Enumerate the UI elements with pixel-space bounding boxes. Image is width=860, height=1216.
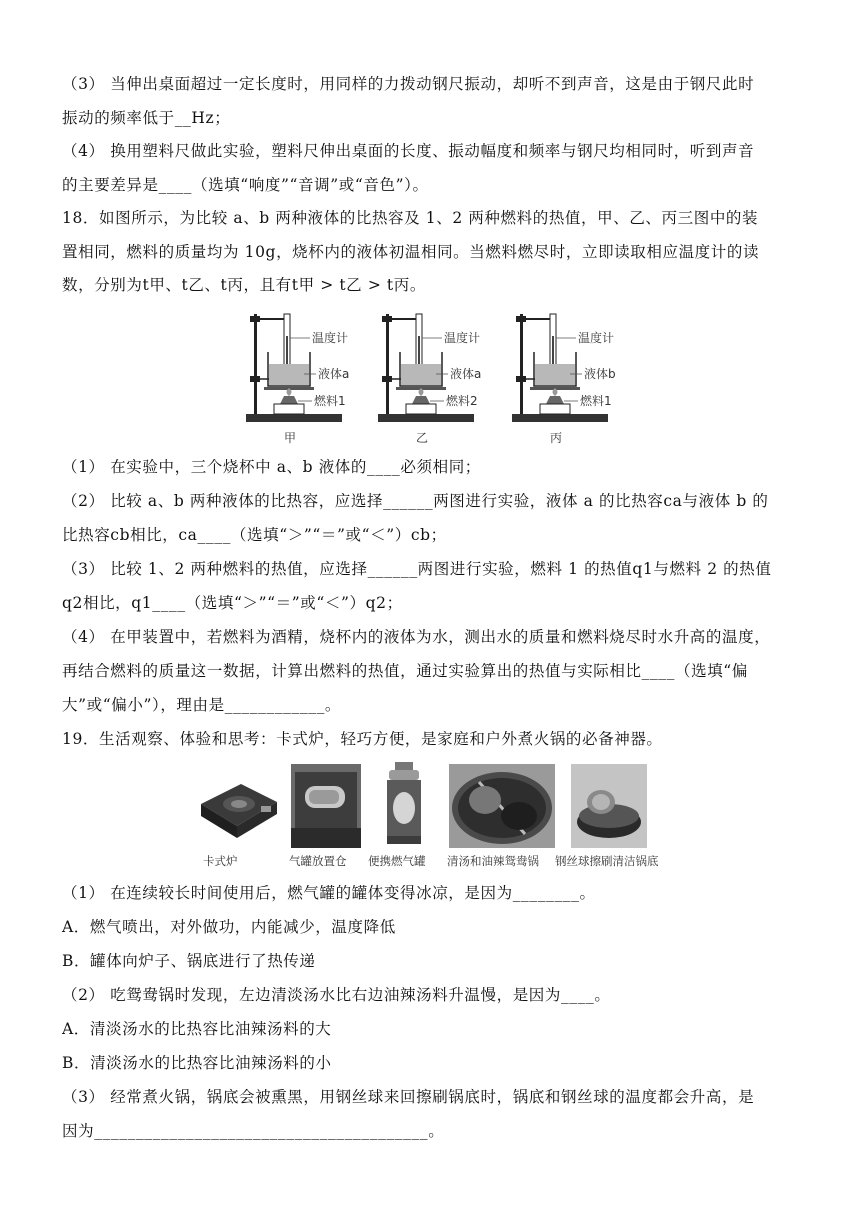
caption-gas-compartment: 气罐放置仓: [289, 854, 347, 868]
q19-stem-line: 19．生活观察、体验和思考：卡式炉，轻巧方便，是家庭和户外煮火锅的必备神器。: [62, 730, 663, 748]
hotpot-photo: [449, 764, 555, 848]
setup-2: [378, 314, 481, 445]
label-fuel: 燃料1: [314, 394, 346, 408]
cassette-stove-photo: [193, 764, 281, 848]
setup-1: [246, 314, 349, 445]
q18-stem-line-2: 置相同，燃料的质量均为 10g，烧杯内的液体初温相同。当燃料燃尽时，立即读取相应温度计的读: [62, 243, 760, 261]
q17-4-line-2: 的主要差异是____（选填“响度”“音调”或“音色”）。: [62, 176, 429, 194]
gas-compartment-photo: [291, 764, 361, 848]
caption-steel-wool: 钢丝球擦刷清洁锅底: [555, 854, 659, 868]
q19-1-option-b: B．罐体向炉子、锅底进行了热传递: [62, 952, 316, 970]
q19-1-line: （1） 在连续较长时间使用后，燃气罐的罐体变得冰凉，是因为________。: [62, 884, 596, 902]
q18-4-line-1: （4） 在甲装置中，若燃料为酒精，烧杯内的液体为水，测出水的质量和燃料烧尽时水升高的温度，: [62, 628, 771, 646]
q17-4-line-1: （4） 换用塑料尺做此实验，塑料尺伸出桌面的长度、振动幅度和频率与钢尺均相同时，听到声音: [62, 142, 755, 160]
setup-caption: 丙: [550, 431, 563, 445]
q19-2-option-a: A．清淡汤水的比热容比油辣汤料的大: [62, 1020, 332, 1038]
q19-2-line: （2） 吃鸳鸯锅时发现，左边清淡汤水比右边油辣汤料升温慢，是因为____。: [62, 986, 611, 1004]
q18-2-line-2: 比热容cb相比，ca____（选填“＞”“＝”或“＜”）cb；: [62, 526, 447, 544]
q18-stem-line-1: 18．如图所示，为比较 a、b 两种液体的比热容及 1、2 两种燃料的热值，甲、乙、丙三图中的装: [62, 209, 759, 227]
setup-caption: 甲: [284, 431, 297, 445]
caption-stove: 卡式炉: [203, 854, 238, 868]
label-liquid: 液体a: [450, 367, 482, 381]
q18-2-line-1: （2） 比较 a、b 两种液体的比热容，应选择______两图进行实验，液体 a 的比热容ca与液体 b 的: [62, 492, 769, 510]
label-thermometer: 温度计: [312, 331, 349, 345]
label-thermometer: 温度计: [444, 331, 481, 345]
caption-hotpot: 清汤和油辣鸳鸯锅: [447, 854, 539, 868]
label-liquid: 液体a: [318, 367, 350, 381]
q18-3-line-1: （3） 比较 1、2 两种燃料的热值，应选择______两图进行实验，燃料 1 的热值q1与燃料 2 的热值: [62, 560, 772, 578]
steel-wool-photo: [571, 764, 647, 848]
label-fuel: 燃料1: [580, 394, 612, 408]
q17-3-line-2: 振动的频率低于__Hz；: [62, 109, 231, 127]
gas-canister-photo: [379, 760, 429, 848]
label-liquid: 液体b: [584, 367, 616, 381]
experiment-setup-figure: [236, 306, 626, 450]
caption-gas-canister: 便携燃气罐: [368, 854, 426, 868]
q19-1-option-a: A．燃气喷出，对外做功，内能减少，温度降低: [62, 918, 396, 936]
label-fuel: 燃料2: [446, 394, 478, 408]
q18-3-line-2: q2相比，q1____（选填“＞”“＝”或“＜”）q2；: [62, 594, 403, 612]
label-thermometer: 温度计: [578, 331, 615, 345]
q18-stem-line-3: 数，分别为t甲、t乙、t丙，且有t甲 > t乙 > t丙。: [62, 276, 426, 294]
q19-3-line-2: 因为________________________________________。: [62, 1122, 445, 1140]
q18-4-line-2: 再结合燃料的质量这一数据，计算出燃料的热值，通过实验算出的热值与实际相比____（选填“偏: [62, 662, 748, 680]
q17-3-line-1: （3） 当伸出桌面超过一定长度时，用同样的力拨动钢尺振动，却听不到声音，这是由于钢尺此时: [62, 75, 755, 93]
q18-1-line: （1） 在实验中，三个烧杯中 a、b 液体的____必须相同；: [62, 458, 481, 476]
q19-3-line-1: （3） 经常煮火锅，锅底会被熏黑，用钢丝球来回擦刷锅底时，锅底和钢丝球的温度都会升高，是: [62, 1088, 755, 1106]
q18-4-line-3: 大”或“偏小”），理由是____________。: [62, 696, 342, 714]
q19-2-option-b: B．清淡汤水的比热容比油辣汤料的小: [62, 1054, 332, 1072]
setup-3: [512, 314, 616, 445]
setup-caption: 乙: [416, 431, 429, 445]
cassette-stove-photo-strip: [193, 760, 663, 870]
